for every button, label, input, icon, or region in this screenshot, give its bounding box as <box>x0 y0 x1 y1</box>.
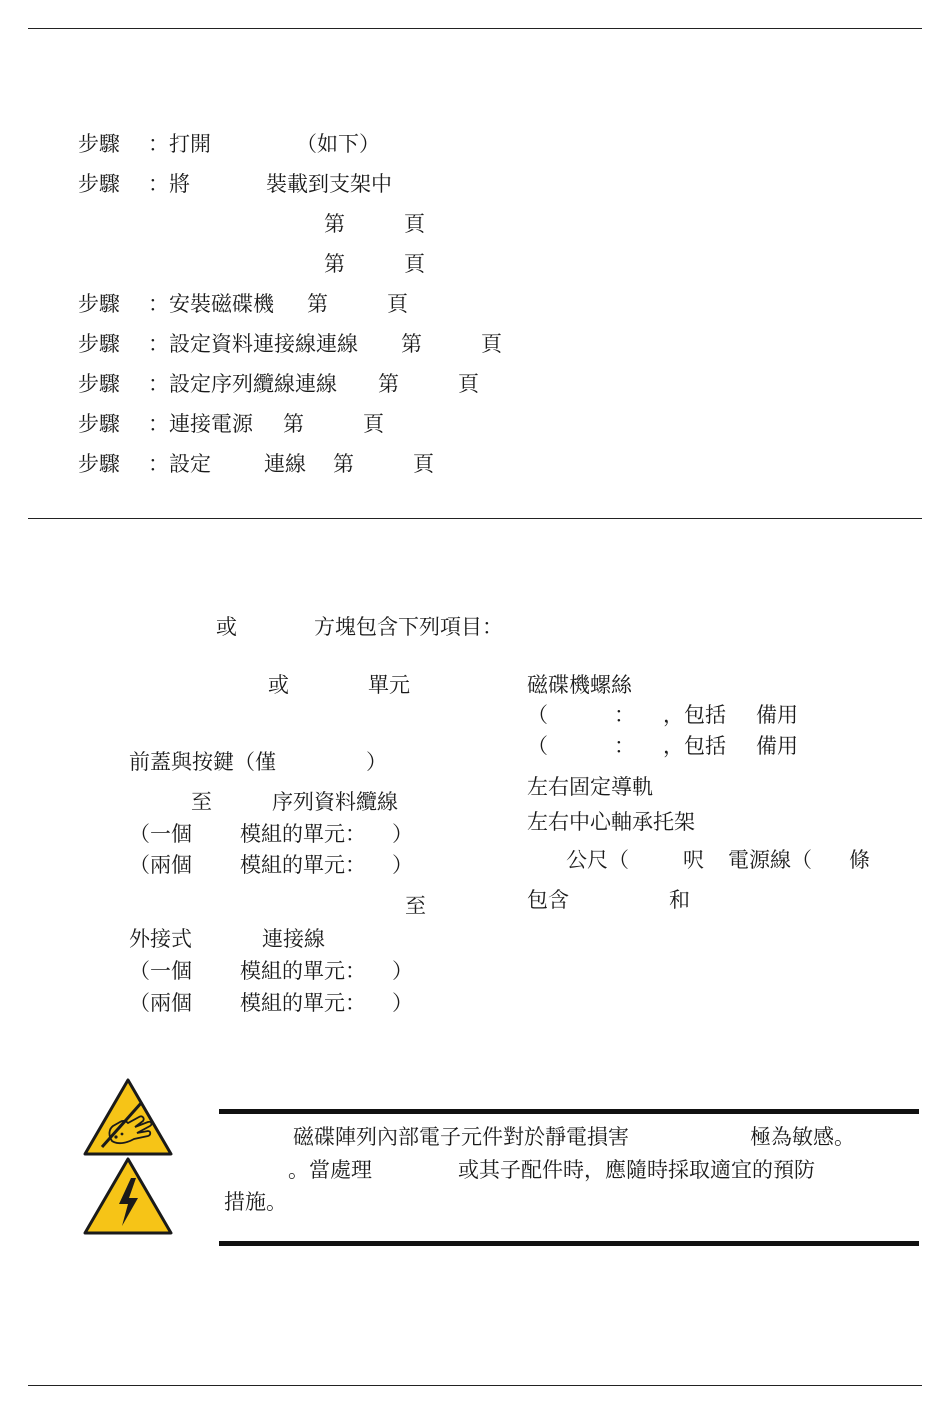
step-2-label: 步驟 <box>78 172 120 196</box>
step-6-page-prefix: 第 <box>283 412 304 436</box>
step-7-page-prefix: 第 <box>333 452 354 476</box>
step-3-page-suffix: 頁 <box>387 292 408 316</box>
step-2-extra: 裝載到支架中 <box>266 172 392 196</box>
warning-line-1b: 極為敏感。 <box>750 1125 855 1149</box>
right-item-7-a: 包含 <box>527 888 569 912</box>
warning-line-2a: 。當處理 <box>288 1158 372 1182</box>
middle-rule <box>28 518 922 519</box>
right-item-3-b: ： <box>614 734 635 758</box>
warning-line-2b: 或其子配件時，應隨時採取適宜的預防 <box>458 1158 815 1182</box>
right-item-6-c: 電源線（ <box>728 848 812 872</box>
right-item-3-d: 備用 <box>756 734 798 758</box>
step-6-label: 步驟 <box>78 412 120 436</box>
right-item-6-a: 公尺（ <box>566 848 629 872</box>
left-item-5-b: 模組的單元： <box>240 853 366 877</box>
step-4-text: ：設定資料連接線連線 <box>148 332 358 356</box>
step-7-mid: 連線 <box>264 452 306 476</box>
sub-2-page-suffix: 頁 <box>404 252 425 276</box>
left-item-7-b: 連接線 <box>262 927 325 951</box>
right-item-6-d: 條 <box>849 848 870 872</box>
step-5-page-prefix: 第 <box>378 372 399 396</box>
step-3-text: ：安裝磁碟機 <box>148 292 274 316</box>
right-item-4: 左右固定導軌 <box>527 775 653 799</box>
step-7-text: ：設定 <box>148 452 211 476</box>
electric-shock-icon <box>82 1156 174 1236</box>
bottom-rule <box>28 1385 922 1386</box>
sub-2-page-prefix: 第 <box>324 252 345 276</box>
left-item-9-b: 模組的單元： <box>240 991 366 1015</box>
left-item-5-c: ） <box>392 853 413 877</box>
right-item-3-c: ，包括 <box>663 734 726 758</box>
step-2-text: ：將 <box>148 172 190 196</box>
left-item-2: 前蓋與按鍵（僅 <box>129 750 276 774</box>
left-item-9-c: ） <box>392 991 413 1015</box>
right-item-2-d: 備用 <box>756 703 798 727</box>
left-item-4-a: （一個 <box>129 822 192 846</box>
left-item-3-cable: 序列資料纜線 <box>272 790 398 814</box>
warning-line-3: 措施。 <box>224 1190 287 1214</box>
left-item-9-a: （兩個 <box>129 991 192 1015</box>
top-rule <box>28 28 922 29</box>
step-4-page-suffix: 頁 <box>481 332 502 356</box>
step-4-page-prefix: 第 <box>401 332 422 356</box>
right-item-3-a: （ <box>527 734 548 758</box>
esd-warning-icon-svg <box>82 1077 174 1157</box>
left-item-1-unit: 單元 <box>368 673 410 697</box>
step-6-page-suffix: 頁 <box>363 412 384 436</box>
left-item-8-c: ） <box>392 959 413 983</box>
right-item-2-b: ： <box>614 703 635 727</box>
right-item-6-b: 呎 <box>683 848 704 872</box>
sub-1-page-prefix: 第 <box>324 212 345 236</box>
right-item-1: 磁碟機螺絲 <box>527 673 632 697</box>
step-3-page-prefix: 第 <box>307 292 328 316</box>
left-item-7-a: 外接式 <box>129 927 192 951</box>
left-item-2-close: ） <box>366 750 387 774</box>
warning-bottom-bar <box>219 1241 919 1246</box>
step-1-text: ：打開 <box>148 132 211 156</box>
step-7-page-suffix: 頁 <box>413 452 434 476</box>
left-item-8-a: （一個 <box>129 959 192 983</box>
left-item-4-b: 模組的單元： <box>240 822 366 846</box>
right-item-2-c: ，包括 <box>663 703 726 727</box>
left-item-6-to: 至 <box>405 894 426 918</box>
esd-warning-icon <box>82 1077 174 1157</box>
electric-shock-icon-svg <box>82 1156 174 1236</box>
step-5-text: ：設定序列纜線連線 <box>148 372 337 396</box>
left-item-3-to: 至 <box>191 790 212 814</box>
warning-line-1a: 磁碟陣列內部電子元件對於靜電損害 <box>293 1125 629 1149</box>
step-4-label: 步驟 <box>78 332 120 356</box>
step-7-label: 步驟 <box>78 452 120 476</box>
contents-intro-text: 方塊包含下列項目： <box>314 615 503 639</box>
left-item-5-a: （兩個 <box>129 853 192 877</box>
right-item-2-a: （ <box>527 703 548 727</box>
warning-top-bar <box>219 1109 919 1114</box>
step-1-label: 步驟 <box>78 132 120 156</box>
sub-1-page-suffix: 頁 <box>404 212 425 236</box>
step-1-extra: （如下） <box>296 132 380 156</box>
step-5-label: 步驟 <box>78 372 120 396</box>
contents-intro-or: 或 <box>216 615 237 639</box>
right-item-5: 左右中心軸承托架 <box>527 810 695 834</box>
step-6-text: ：連接電源 <box>148 412 253 436</box>
step-5-page-suffix: 頁 <box>458 372 479 396</box>
left-item-8-b: 模組的單元： <box>240 959 366 983</box>
left-item-1-or: 或 <box>268 673 289 697</box>
right-item-7-b: 和 <box>669 888 690 912</box>
left-item-4-c: ） <box>392 822 413 846</box>
step-3-label: 步驟 <box>78 292 120 316</box>
